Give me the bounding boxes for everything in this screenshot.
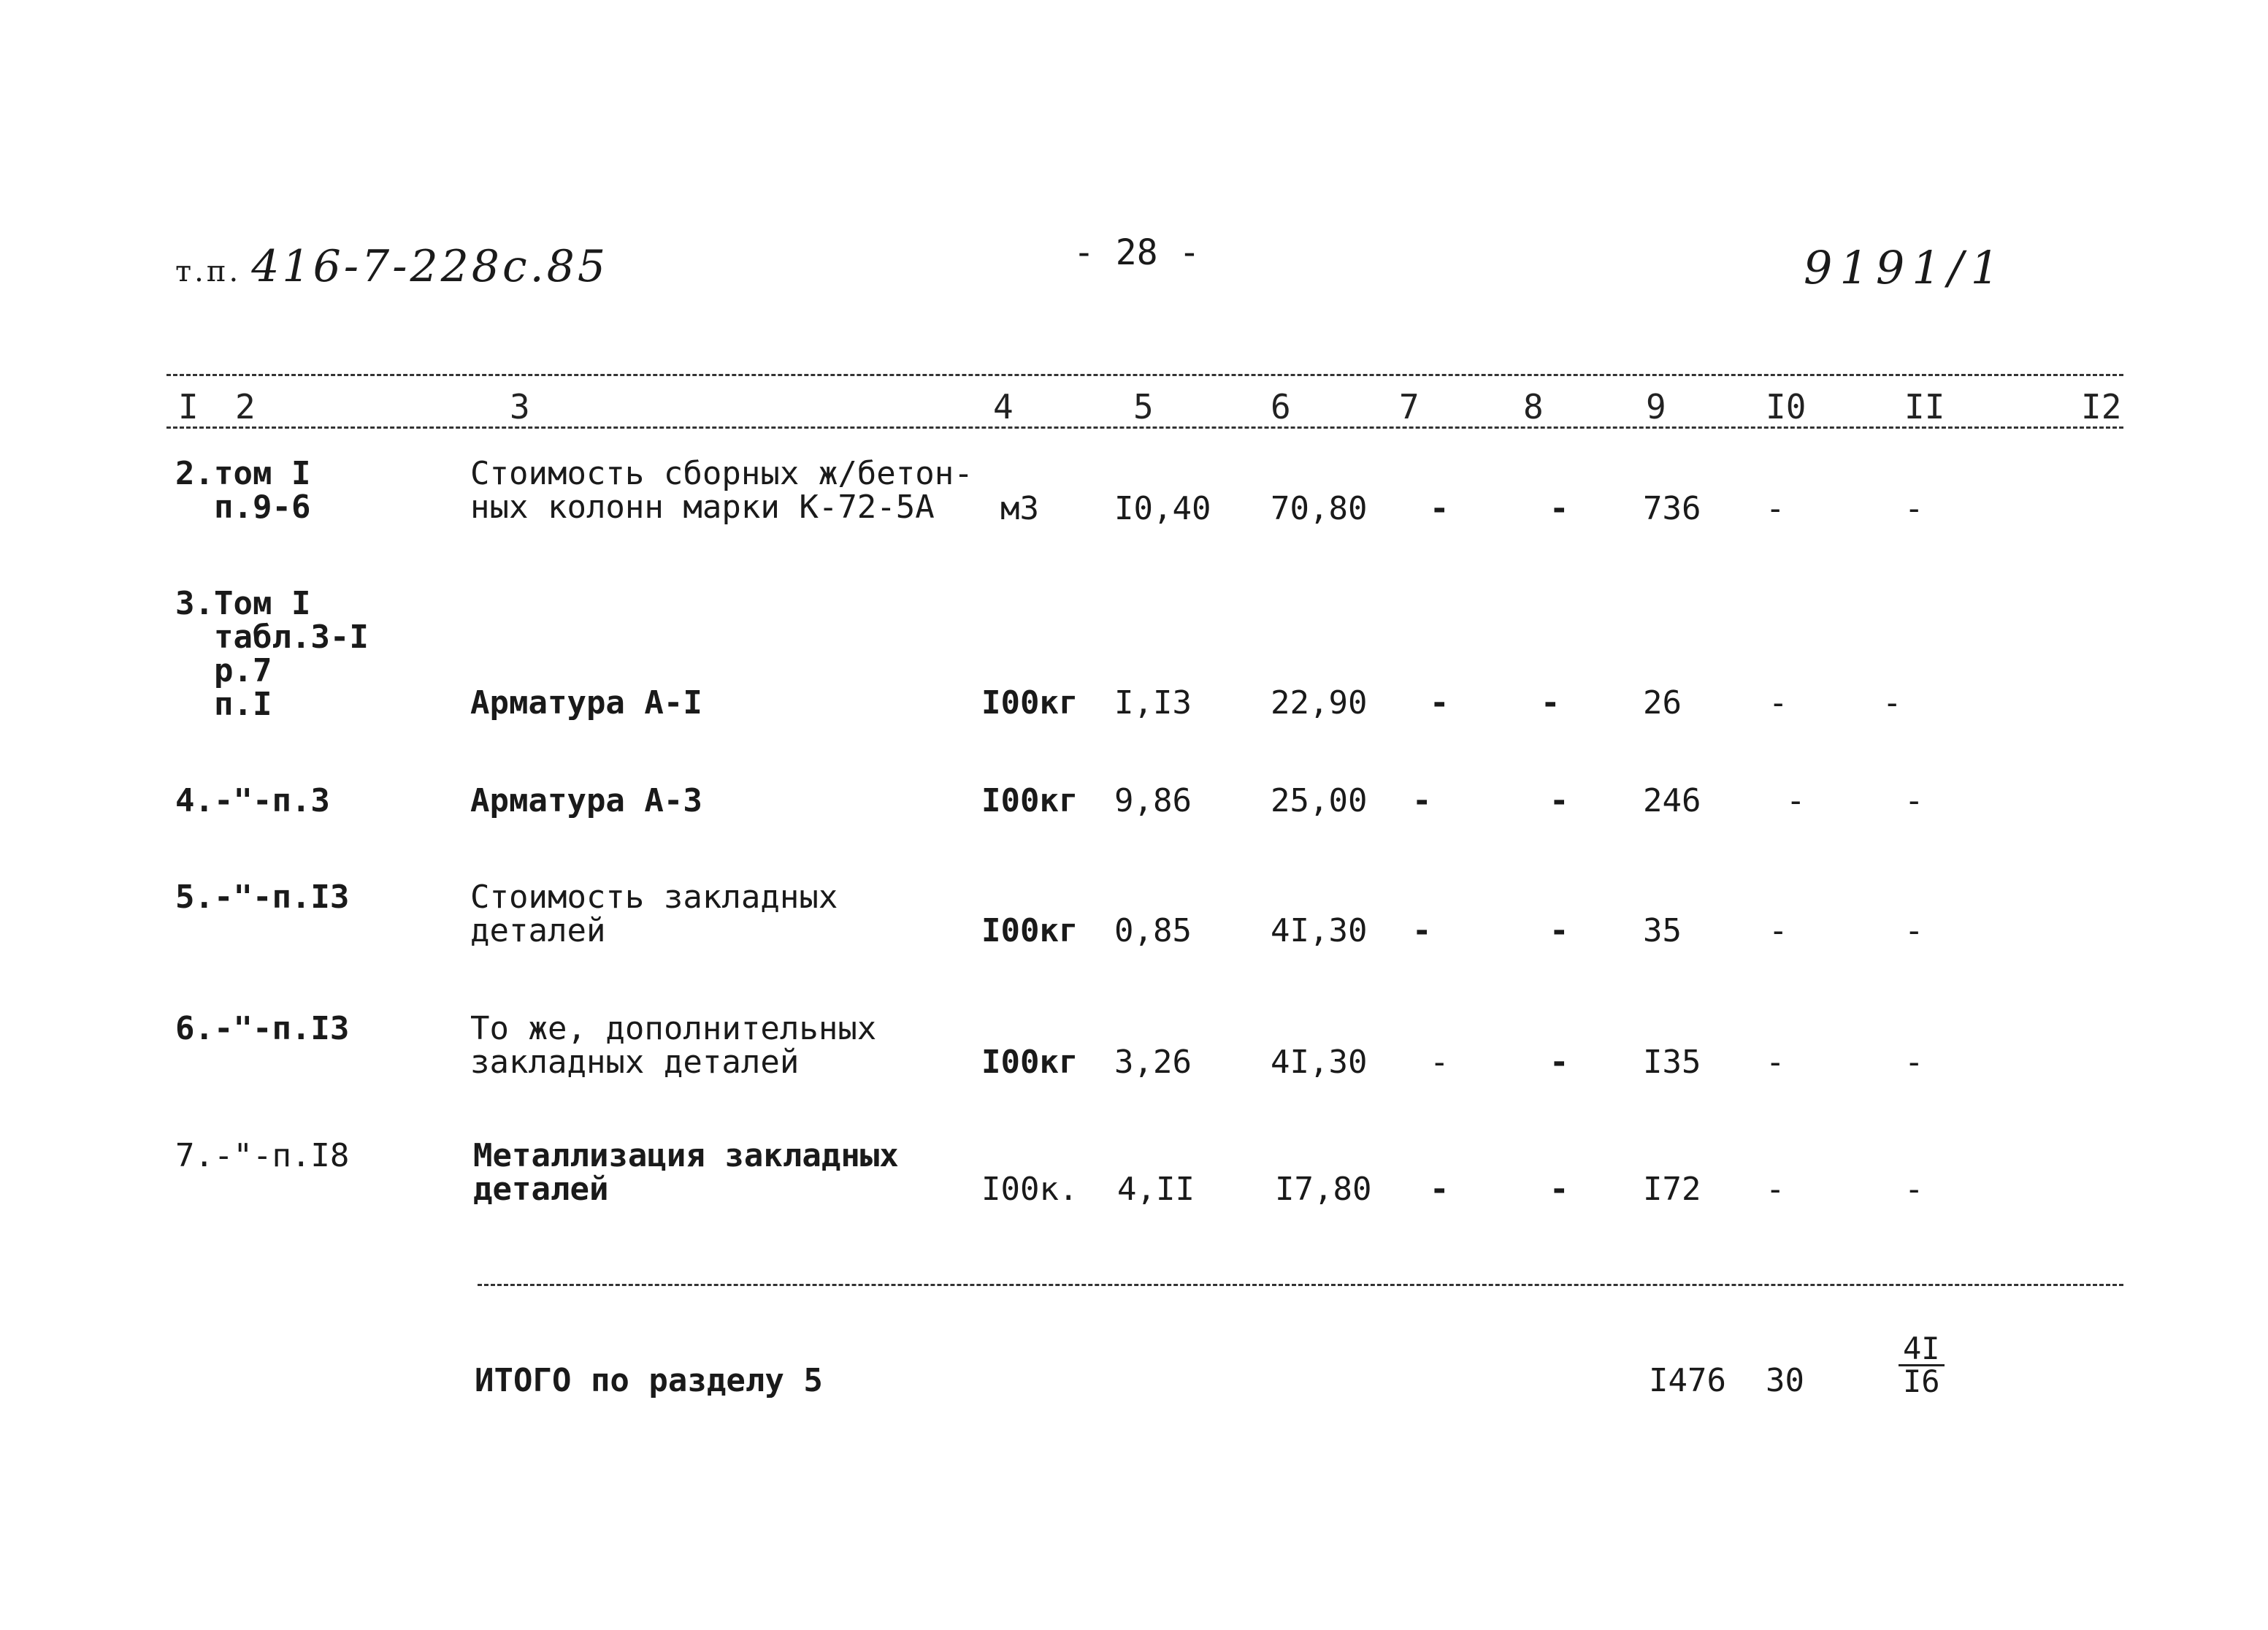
row-col7: - — [1430, 1044, 1449, 1081]
row-col9: I35 — [1643, 1044, 1701, 1081]
row-unit: I00кг — [981, 1044, 1079, 1081]
column-header-1: I — [178, 387, 199, 426]
document-code-number: 416-7-228с.85 — [251, 241, 609, 292]
row-price: 25,00 — [1271, 782, 1368, 819]
row-col8: - — [1549, 1171, 1569, 1208]
row-col11: - — [1904, 490, 1924, 527]
column-header-10: I0 — [1766, 387, 1807, 426]
column-header-9: 9 — [1646, 387, 1666, 426]
row-description: Металлизация закладных деталей — [473, 1137, 899, 1208]
column-header-5: 5 — [1133, 387, 1154, 426]
row-description: Стоимость сборных ж/бетон- ных колонн марки К-72-5А — [470, 455, 973, 526]
row-unit: м3 — [1000, 490, 1039, 527]
row-col9: I72 — [1643, 1171, 1701, 1208]
row-unit: I00кг — [981, 912, 1079, 949]
row-quantity: I,I3 — [1114, 684, 1192, 722]
row-col9: 26 — [1643, 684, 1682, 722]
row-quantity: 3,26 — [1114, 1044, 1192, 1081]
row-col9: 736 — [1643, 490, 1701, 527]
row-reference: 5.-"-п.I3 — [175, 879, 350, 916]
row-unit: I00кг — [981, 684, 1079, 722]
row-col10: - — [1769, 912, 1788, 949]
row-price: 4I,30 — [1271, 1044, 1368, 1081]
row-col10: - — [1766, 490, 1785, 527]
total-col11-numerator: 4I — [1899, 1334, 1945, 1366]
row-description: Стоимость закладных деталей — [470, 879, 838, 949]
row-description: То же, дополнительных закладных деталей — [470, 1010, 877, 1081]
row-col8: - — [1541, 684, 1560, 722]
row-col10: - — [1766, 1171, 1785, 1208]
column-header-rule — [166, 426, 2123, 429]
row-quantity: I0,40 — [1114, 490, 1211, 527]
row-col10: - — [1769, 684, 1788, 722]
total-col10: 30 — [1766, 1362, 1804, 1399]
document-code-prefix: т.п. — [175, 255, 242, 288]
row-quantity: 0,85 — [1114, 912, 1192, 949]
total-col11-denominator: I6 — [1903, 1363, 1940, 1399]
document-code — [175, 241, 608, 292]
row-col10: - — [1766, 1044, 1785, 1081]
row-price: I7,80 — [1275, 1171, 1372, 1208]
inventory-number: 9191/1 — [1804, 241, 2007, 294]
row-reference: 7.-"-п.I8 — [175, 1137, 350, 1174]
column-header-7: 7 — [1399, 387, 1420, 426]
row-col11: - — [1904, 1171, 1924, 1208]
column-header-12: I2 — [2081, 387, 2122, 426]
row-reference: 3.Том I табл.3-I р.7 п.I — [175, 585, 369, 723]
row-quantity: 4,II — [1117, 1171, 1195, 1208]
row-quantity: 9,86 — [1114, 782, 1192, 819]
column-header-2: 2 — [235, 387, 256, 426]
total-label: ИТОГО по разделу 5 — [475, 1362, 823, 1399]
row-price: 70,80 — [1271, 490, 1368, 527]
row-col9: 35 — [1643, 912, 1682, 949]
row-col11: - — [1882, 684, 1902, 722]
column-header-8: 8 — [1523, 387, 1544, 426]
row-col11: - — [1904, 1044, 1924, 1081]
row-col7: - — [1430, 490, 1449, 527]
row-col7: - — [1430, 684, 1449, 722]
row-col7: - — [1430, 1171, 1449, 1208]
row-col7: - — [1412, 912, 1432, 949]
row-unit: I00кг — [981, 782, 1079, 819]
row-unit: I00к. — [981, 1171, 1079, 1208]
row-col11: - — [1904, 782, 1924, 819]
row-col7: - — [1412, 782, 1432, 819]
row-reference: 6.-"-п.I3 — [175, 1010, 350, 1047]
row-description: Арматура А-3 — [470, 782, 702, 819]
row-description: Арматура А-I — [470, 684, 702, 722]
row-col9: 246 — [1643, 782, 1701, 819]
row-reference: 2.том I п.9-6 — [175, 455, 311, 526]
row-col8: - — [1549, 490, 1569, 527]
row-price: 4I,30 — [1271, 912, 1368, 949]
total-col9: I476 — [1649, 1362, 1726, 1399]
total-rule — [478, 1284, 2123, 1286]
row-col8: - — [1549, 782, 1569, 819]
column-header-3: 3 — [510, 387, 530, 426]
row-reference: 4.-"-п.3 — [175, 782, 330, 819]
column-header-6: 6 — [1271, 387, 1291, 426]
row-col10: - — [1786, 782, 1806, 819]
row-col11: - — [1904, 912, 1924, 949]
page-number: - 28 - — [1073, 232, 1200, 273]
table-top-rule — [166, 374, 2123, 376]
total-col11-fraction — [1899, 1331, 1945, 1399]
row-col8: - — [1549, 1044, 1569, 1081]
row-col8: - — [1549, 912, 1569, 949]
column-header-4: 4 — [993, 387, 1014, 426]
row-price: 22,90 — [1271, 684, 1368, 722]
column-header-11: II — [1904, 387, 1945, 426]
